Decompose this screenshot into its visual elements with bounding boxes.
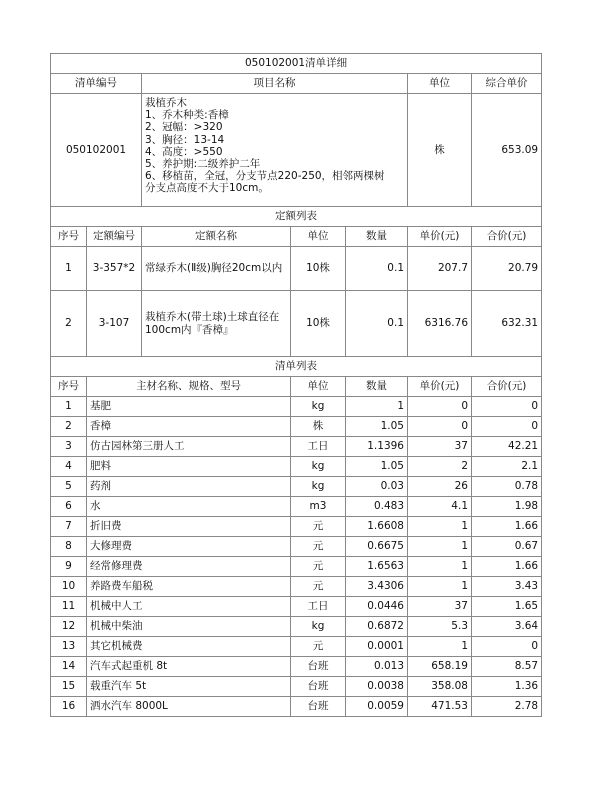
mat-total: 1.98 [472, 497, 542, 517]
mat-name: 养路费车船税 [87, 577, 291, 597]
material-row [51, 517, 542, 537]
mat-col-unit: 单位 [291, 377, 346, 397]
item-desc-line: 1、乔木种类:香樟 [145, 109, 229, 122]
mat-price: 2 [408, 457, 472, 477]
sheet-title: 050102001清单详细 [51, 54, 542, 74]
item-desc-line: 2、冠幅：>320 [145, 121, 223, 134]
mat-total: 1.36 [472, 677, 542, 697]
material-row [51, 677, 542, 697]
item-desc-line: 栽植乔木 [145, 97, 187, 109]
quota-col-code: 定额编号 [87, 227, 142, 247]
quota-header-row [51, 227, 542, 247]
mat-qty: 0.03 [346, 477, 408, 497]
quota-unit: 10株 [291, 247, 346, 291]
material-row [51, 597, 542, 617]
mat-total: 0 [472, 637, 542, 657]
material-row [51, 457, 542, 477]
mat-total: 8.57 [472, 657, 542, 677]
mat-qty: 0.0446 [346, 597, 408, 617]
mat-price: 358.08 [408, 677, 472, 697]
item-unit: 株 [408, 94, 472, 207]
mat-qty: 0.0001 [346, 637, 408, 657]
mat-unit: 株 [291, 417, 346, 437]
quota-price: 207.7 [408, 247, 472, 291]
mat-unit: 元 [291, 517, 346, 537]
mat-price: 1 [408, 637, 472, 657]
mat-total: 2.1 [472, 457, 542, 477]
mat-total: 0.67 [472, 537, 542, 557]
mat-price: 26 [408, 477, 472, 497]
item-desc-line: 3、胸径：13-14 [145, 133, 225, 146]
item-code: 050102001 [51, 94, 142, 207]
mat-total: 1.65 [472, 597, 542, 617]
mat-name: 仿古园林第三册人工 [87, 437, 291, 457]
mat-col-price: 单价(元) [408, 377, 472, 397]
mat-col-qty: 数量 [346, 377, 408, 397]
mat-qty: 0.6872 [346, 617, 408, 637]
quota-total: 20.79 [472, 247, 542, 291]
material-row [51, 477, 542, 497]
material-row [51, 497, 542, 517]
mat-unit: kg [291, 457, 346, 477]
mat-price: 4.1 [408, 497, 472, 517]
mat-no: 9 [51, 557, 87, 577]
mat-no: 13 [51, 637, 87, 657]
quota-row [51, 247, 542, 291]
mat-no: 12 [51, 617, 87, 637]
mat-qty: 0.483 [346, 497, 408, 517]
mat-price: 37 [408, 437, 472, 457]
mat-price: 0 [408, 397, 472, 417]
quota-name: 栽植乔木(带土球)土球直径在100cm内『香樟』 [142, 291, 291, 357]
mat-unit: 台班 [291, 677, 346, 697]
header-name: 项目名称 [142, 74, 408, 94]
header-price: 综合单价 [472, 74, 542, 94]
mat-name: 基肥 [87, 397, 291, 417]
mat-col-total: 合价(元) [472, 377, 542, 397]
mat-col-name: 主材名称、规格、型号 [87, 377, 291, 397]
item-desc-line: 6、移植苗，全冠，分支节点220-250，相邻两棵树 [145, 170, 385, 183]
material-row [51, 437, 542, 457]
mat-qty: 1.1396 [346, 437, 408, 457]
quota-unit: 10株 [291, 291, 346, 357]
quota-section-title: 定额列表 [51, 207, 542, 227]
materials-body [51, 397, 542, 717]
mat-unit: m3 [291, 497, 346, 517]
material-row [51, 397, 542, 417]
quota-col-price: 单价(元) [408, 227, 472, 247]
materials-header-row [51, 377, 542, 397]
quota-col-no: 序号 [51, 227, 87, 247]
mat-unit: 元 [291, 637, 346, 657]
bill-table [50, 53, 542, 717]
mat-qty: 1 [346, 397, 408, 417]
quota-row [51, 291, 542, 357]
item-desc-line: 5、养护期:二级养护二年 [145, 158, 261, 171]
quota-no: 2 [51, 291, 87, 357]
mat-no: 2 [51, 417, 87, 437]
mat-qty: 0.6675 [346, 537, 408, 557]
quota-col-qty: 数量 [346, 227, 408, 247]
mat-name: 香樟 [87, 417, 291, 437]
item-row [51, 94, 542, 207]
material-row [51, 417, 542, 437]
materials-section-title: 清单列表 [51, 357, 542, 377]
material-row [51, 657, 542, 677]
quota-total: 632.31 [472, 291, 542, 357]
mat-total: 1.66 [472, 557, 542, 577]
mat-no: 7 [51, 517, 87, 537]
mat-unit: 元 [291, 537, 346, 557]
mat-total: 3.43 [472, 577, 542, 597]
quota-col-name: 定额名称 [142, 227, 291, 247]
item-header-row [51, 74, 542, 94]
material-row [51, 577, 542, 597]
quota-no: 1 [51, 247, 87, 291]
mat-no: 15 [51, 677, 87, 697]
mat-qty: 1.6563 [346, 557, 408, 577]
item-desc-line: 分支点高度不大于10cm。 [145, 182, 269, 195]
mat-no: 8 [51, 537, 87, 557]
header-code: 清单编号 [51, 74, 142, 94]
mat-qty: 0.013 [346, 657, 408, 677]
item-description [142, 94, 408, 207]
mat-name: 经常修理费 [87, 557, 291, 577]
mat-no: 1 [51, 397, 87, 417]
header-unit: 单位 [408, 74, 472, 94]
quota-name: 常绿乔木(Ⅱ级)胸径20cm以内 [142, 247, 291, 291]
quota-qty: 0.1 [346, 247, 408, 291]
mat-col-no: 序号 [51, 377, 87, 397]
mat-total: 0 [472, 417, 542, 437]
mat-qty: 1.6608 [346, 517, 408, 537]
mat-price: 1 [408, 577, 472, 597]
mat-price: 1 [408, 557, 472, 577]
mat-name: 汽车式起重机 8t [87, 657, 291, 677]
mat-name: 其它机械费 [87, 637, 291, 657]
mat-total: 0.78 [472, 477, 542, 497]
mat-name: 水 [87, 497, 291, 517]
material-row [51, 537, 542, 557]
material-row [51, 557, 542, 577]
mat-name: 载重汽车 5t [87, 677, 291, 697]
mat-qty: 0.0038 [346, 677, 408, 697]
mat-price: 1 [408, 537, 472, 557]
mat-name: 机械中人工 [87, 597, 291, 617]
mat-price: 0 [408, 417, 472, 437]
mat-total: 0 [472, 397, 542, 417]
mat-no: 16 [51, 697, 87, 717]
quota-col-total: 合价(元) [472, 227, 542, 247]
mat-unit: kg [291, 477, 346, 497]
mat-no: 14 [51, 657, 87, 677]
mat-no: 11 [51, 597, 87, 617]
mat-total: 42.21 [472, 437, 542, 457]
mat-unit: 元 [291, 577, 346, 597]
item-desc-line: 4、高度：>550 [145, 145, 223, 158]
mat-unit: 台班 [291, 657, 346, 677]
mat-total: 3.64 [472, 617, 542, 637]
mat-unit: 元 [291, 557, 346, 577]
mat-total: 1.66 [472, 517, 542, 537]
quota-price: 6316.76 [408, 291, 472, 357]
material-row [51, 697, 542, 717]
mat-qty: 3.4306 [346, 577, 408, 597]
mat-name: 药剂 [87, 477, 291, 497]
mat-unit: 台班 [291, 697, 346, 717]
mat-name: 折旧费 [87, 517, 291, 537]
mat-unit: kg [291, 397, 346, 417]
mat-unit: kg [291, 617, 346, 637]
bill-detail-sheet [50, 53, 541, 717]
material-row [51, 617, 542, 637]
mat-no: 6 [51, 497, 87, 517]
mat-no: 10 [51, 577, 87, 597]
quota-code: 3-357*2 [87, 247, 142, 291]
mat-name: 大修理费 [87, 537, 291, 557]
mat-no: 5 [51, 477, 87, 497]
mat-name: 肥料 [87, 457, 291, 477]
mat-unit: 工日 [291, 597, 346, 617]
mat-price: 1 [408, 517, 472, 537]
mat-qty: 1.05 [346, 457, 408, 477]
quota-col-unit: 单位 [291, 227, 346, 247]
mat-qty: 1.05 [346, 417, 408, 437]
mat-name: 洒水汽车 8000L [87, 697, 291, 717]
mat-name: 机械中柴油 [87, 617, 291, 637]
mat-no: 4 [51, 457, 87, 477]
mat-price: 471.53 [408, 697, 472, 717]
mat-price: 5.3 [408, 617, 472, 637]
material-row [51, 637, 542, 657]
item-price: 653.09 [472, 94, 542, 207]
mat-unit: 工日 [291, 437, 346, 457]
mat-qty: 0.0059 [346, 697, 408, 717]
mat-total: 2.78 [472, 697, 542, 717]
mat-price: 658.19 [408, 657, 472, 677]
mat-no: 3 [51, 437, 87, 457]
mat-price: 37 [408, 597, 472, 617]
quota-qty: 0.1 [346, 291, 408, 357]
quota-code: 3-107 [87, 291, 142, 357]
